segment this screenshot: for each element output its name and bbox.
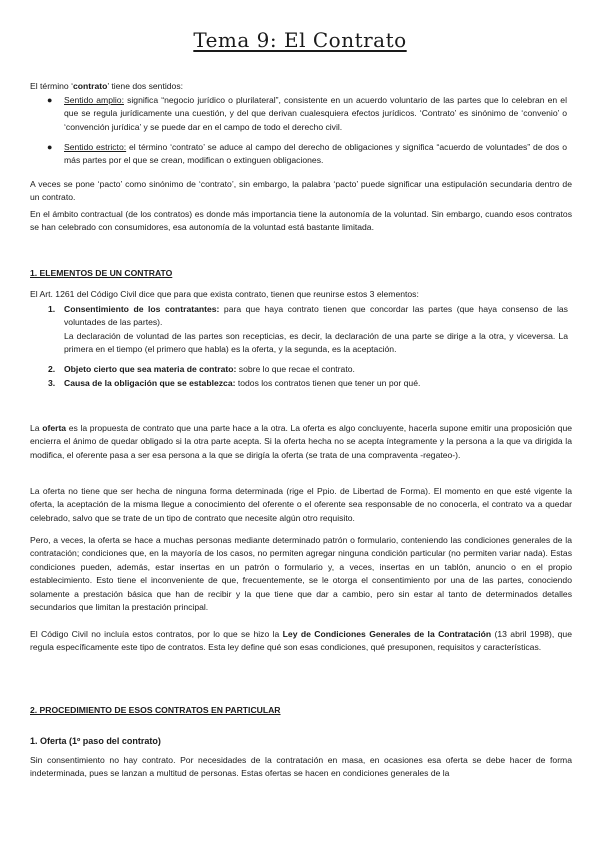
list-number: 1. <box>48 304 56 314</box>
bullet-sentido-estricto <box>47 141 567 168</box>
subheading-rest: (1º paso del contrato) <box>66 736 161 746</box>
list-number: 2. <box>48 364 56 374</box>
paragraph-art1261: El Art. 1261 del Código Civil dice que para que exista contrato, tienen que reunirse estos 3 elementos: <box>30 289 419 299</box>
paragraph-autonomia: En el ámbito contractual (de los contratos) es donde más importancia tiene la autonomía de la voluntad. Sin embargo, cuando esos contratos se han celebrado con consumidores, esa autonomía de la voluntad está bastante limitada. <box>30 209 572 233</box>
list-item-text: para que haya contrato tienen que concordar las partes (que haya consenso de las voluntades de las partes). <box>64 304 568 328</box>
list-item-title: Consentimiento de los contratantes: <box>64 304 220 314</box>
list-item-extra: La declaración de voluntad de las partes son recepticias, es decir, la declaración de una parte se dirige a la otra, y viceversa. La primera en el tiempo (el primero que habla) es la oferta, y la segunda, es la aceptación. <box>64 330 568 355</box>
list-item-title: Objeto cierto que sea materia de contrato: <box>64 364 237 374</box>
list-item-text: todos los contratos tienen que tener un por qué. <box>235 378 421 388</box>
intro-pre: El término ‘ <box>30 81 73 91</box>
intro-bold: contrato <box>72 81 108 91</box>
bullet-sentido-amplio <box>47 94 567 134</box>
paragraph-forma: La oferta no tiene que ser hecha de ninguna forma determinada (rige el Ppio. de Libertad de Forma). El momento en que esté vigente la oferta, la aceptación de la misma llegue a conocimiento del oferente o el oferente sea responsable de no conocerla, el contrato va a quedar celebrado, salvo que se trate de un tipo de contrato que necesite algún otro requisito. <box>30 486 572 523</box>
bullet-dot-icon: ● <box>47 142 53 152</box>
oferta-text: es la propuesta de contrato que una parte hace a la otra. La oferta es algo concluyente, hacerla supone emitir una proposición que encierra el ánimo de quedar obligado si la otra parte acepta. Si la oferta hecha no se acepta íntegramente y la persona a la que va dirigida la modifica, el oferente pasa a ser esa persona a la que se dirigía la oferta (se trata de una compraventa -regateo-). <box>30 423 572 460</box>
section-heading-elementos: 1. ELEMENTOS DE UN CONTRATO <box>30 268 173 278</box>
list-item-consentimiento <box>48 303 568 357</box>
list-item-causa <box>48 377 568 390</box>
list-item-title: Causa de la obligación que se establezca: <box>64 378 236 388</box>
bullet-text: el término ‘contrato’ se aduce al campo del derecho de obligaciones y significa “acuerdo de voluntades” de dos o más partes por el que se crean, modifican o extinguen obligaciones. <box>64 142 567 166</box>
bullet-dot-icon: ● <box>47 95 53 105</box>
paragraph-oferta <box>30 422 572 462</box>
bullet-label: Sentido amplio: <box>64 95 124 105</box>
intro-line <box>30 80 572 93</box>
bullet-text: significa “negocio jurídico o plurilateral”, consistente en un acuerdo voluntario de las partes que lo celebran en el que se regula jurídicamente una cuestión, y del que derivan cualesquiera efectos jurídicos. ‘Contrato’ es sinónimo de ‘convenio’ o ‘convención jurídica’ y se puede dar en el campo de todo el derecho civil. <box>64 95 567 132</box>
ley-bold: Ley de Condiciones Generales de la Contratación <box>282 629 492 639</box>
oferta-pre: La <box>30 423 43 433</box>
oferta-bold: oferta <box>42 423 67 433</box>
intro-post: ’ tiene dos sentidos: <box>107 81 183 91</box>
subheading-bold: 1. Oferta <box>30 736 67 746</box>
ley-pre: El Código Civil no incluía estos contratos, por lo que se hizo la <box>30 629 283 639</box>
subheading-oferta <box>30 736 161 746</box>
ley-post: (13 abril 1998), que regula específicamente este tipo de contratos. Esta ley define qué son esas condiciones, qué presuponen, requisitos y características. <box>30 629 572 653</box>
list-number: 3. <box>48 378 56 388</box>
paragraph-ley <box>30 628 572 655</box>
list-item-text: sobre lo que recae el contrato. <box>236 364 355 374</box>
bullet-label: Sentido estricto: <box>64 142 127 152</box>
section-heading-procedimiento: 2. PROCEDIMIENTO DE ESOS CONTRATOS EN PARTICULAR <box>30 705 281 715</box>
paragraph-pacto: A veces se pone ‘pacto’ como sinónimo de ‘contrato’, sin embargo, la palabra ‘pacto’ puede significar una estipulación secundaria dentro de un contrato. <box>30 179 572 203</box>
paragraph-condiciones: Pero, a veces, la oferta se hace a muchas personas mediante determinado patrón o formulario, conteniendo las condiciones generales de la contratación; condiciones que, en la mayoría de los casos, no permiten agregar ninguna condición particular (no permiten variar nada). Estas condiciones pueden, además, estar insertas en un patrón o formulario y, a veces, insertas en un tablón, anuncio o en el propio establecimiento. Esto tiene el inconveniente de que, frecuentemente, se le otorga el consentimiento por una de las partes, conociendo solamente a prestación básica que han de recibir y la que tiene que dar a cambio, pero sin estar al tanto de determinados detalles secundarios que limitan la prestación principal. <box>30 535 572 613</box>
page-title: Tema 9: El Contrato <box>193 28 407 52</box>
list-item-objeto <box>48 363 568 376</box>
paragraph-consentimiento: Sin consentimiento no hay contrato. Por necesidades de la contratación en masa, en ocasiones esa oferta se debe hacer de forma indeterminada, pues se lanzan a multitud de personas. Estas ofertas se hacen en condiciones generales de la <box>30 755 572 779</box>
